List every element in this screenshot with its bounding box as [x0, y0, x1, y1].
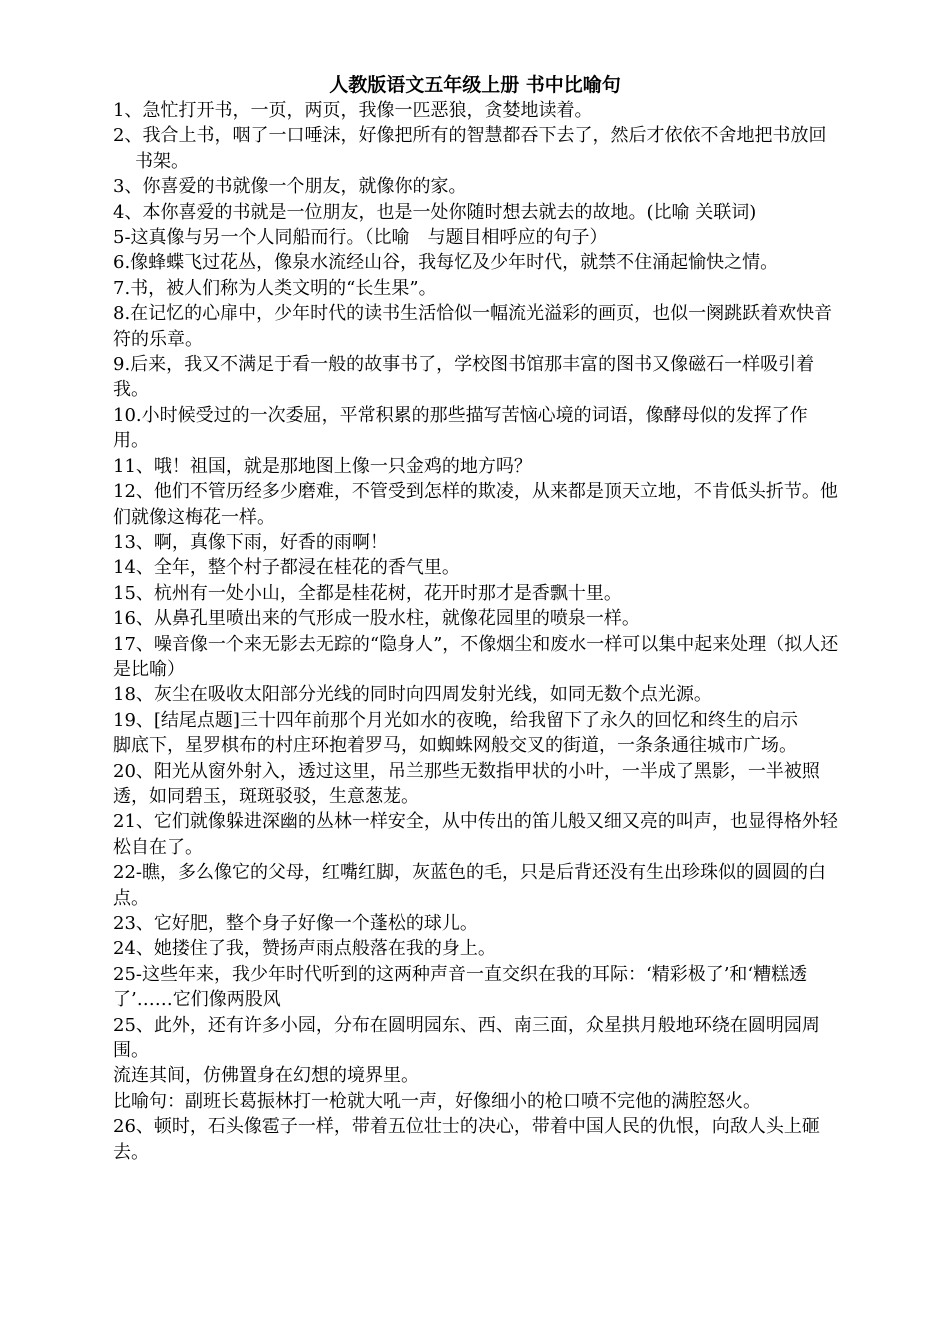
paragraph-10: 10.小时候受过的一次委屈，平常积累的那些描写苦恼心境的词语，像酵母似的发挥了作用。 — [113, 404, 808, 452]
paragraph-12: 12、他们不管历经多少磨难，不管受到怎样的欺凌，从来都是顶天立地，不肯低头折节。他们就像这梅花一样。 — [113, 481, 838, 528]
paragraph-28: 流连其间，仿佛置身在幻想的境界里。 — [113, 1065, 419, 1087]
paragraph-1: 1、急忙打开书，一页，两页，我像一匹恶狼，贪婪地读着。 — [113, 100, 593, 121]
paragraph-14: 14、全年，整个村子都浸在桂花的香气里。 — [113, 557, 460, 579]
paragraph-30: 26、顿时，石头像雹子一样，带着五位壮士的决心，带着中国人民的仇恨，向敌人头上砸去。 — [113, 1116, 820, 1163]
paragraph-7: 7.书，被人们称为人类文明的“长生果”。 — [113, 277, 437, 299]
paragraph-5: 5-这真像与另一个人同船而行。（比喻 与题目相呼应的句子） — [113, 227, 608, 249]
paragraph-16: 16、从鼻孔里喷出来的气形成一股水柱，就像花园里的喷泉一样。 — [113, 608, 640, 630]
paragraph-29: 比喻句：副班长葛振林打一枪就大吼一声，好像细小的枪口喷不完他的满腔怒火。 — [113, 1090, 761, 1112]
document-body — [113, 98, 843, 1165]
paragraph-19: 19、[结尾点题]三十四年前那个月光如水的夜晚，给我留下了永久的回忆和终生的启示 — [113, 709, 798, 731]
paragraph-11: 11、哦！祖国，就是那地图上像一只金鸡的地方吗？ — [113, 455, 532, 477]
paragraph-20: 脚底下，星罗棋布的村庄环抱着罗马，如蜘蛛网般交叉的街道，一条条通往城市广场。 — [113, 735, 797, 757]
paragraph-26: 25-这些年来，我少年时代听到的这两种声音一直交织在我的耳际：‘精彩极了’和‘糟糕透了’……它们像两股风 — [113, 963, 808, 1011]
paragraph-22: 21、它们就像躲进深幽的丛林一样安全，从中传出的笛儿般又细又亮的叫声，也显得格外轻松自在了。 — [113, 811, 838, 858]
paragraph-18: 18、灰尘在吸收太阳部分光线的同时向四周发射光线，如同无数个点光源。 — [113, 684, 712, 706]
paragraph-17: 17、噪音像一个来无影去无踪的“隐身人”，不像烟尘和废水一样可以集中起来处理（拟人还是比喻） — [113, 633, 839, 680]
paragraph-3: 3、你喜爱的书就像一个朋友，就像你的家。 — [113, 176, 467, 198]
paragraph-21: 20、阳光从窗外射入，透过这里，吊兰那些无数指甲状的小叶，一半成了黑影，一半被照透，如同碧玉，斑斑驳驳，生意葱茏。 — [113, 760, 820, 807]
paragraph-8: 8.在记忆的心扉中，少年时代的读书生活恰似一幅流光溢彩的画页，也似一阕跳跃着欢快音符的乐章。 — [113, 303, 833, 350]
document-title: 人教版语文五年级上册 书中比喻句 — [329, 74, 621, 96]
paragraph-9: 9.后来，我又不满足于看一般的故事书了，学校图书馆那丰富的图书又像磁石一样吸引着我。 — [113, 354, 815, 401]
paragraph-27: 25、此外，还有许多小园，分布在圆明园东、西、南三面，众星拱月般地环绕在圆明园周围。 — [113, 1014, 820, 1062]
paragraph-15: 15、杭州有一处小山，全都是桂花树，花开时那才是香飘十里。 — [113, 582, 622, 604]
paragraph-4: 4、本你喜爱的书就是一位朋友，也是一处你随时想去就去的故地。(比喻 关联词) — [113, 201, 757, 223]
paragraph-25: 24、她搂住了我，赞扬声雨点般落在我的身上。 — [113, 938, 496, 960]
paragraph-2: 2、我合上书，咽了一口唾沫，好像把所有的智慧都吞下去了，然后才依依不舍地把书放回书架。 — [113, 125, 827, 172]
paragraph-24: 23、它好肥，整个身子好像一个蓬松的球儿。 — [113, 913, 478, 934]
paragraph-13: 13、啊，真像下雨，好香的雨啊！ — [113, 531, 388, 553]
paragraph-23: 22-瞧，多么像它的父母，红嘴红脚，灰蓝色的毛，只是后背还没有生出珍珠似的圆圆的白点。 — [113, 862, 826, 909]
paragraph-6: 6.像蜂蝶飞过花丛，像泉水流经山谷，我每忆及少年时代，就禁不住涌起愉快之情。 — [113, 252, 779, 274]
